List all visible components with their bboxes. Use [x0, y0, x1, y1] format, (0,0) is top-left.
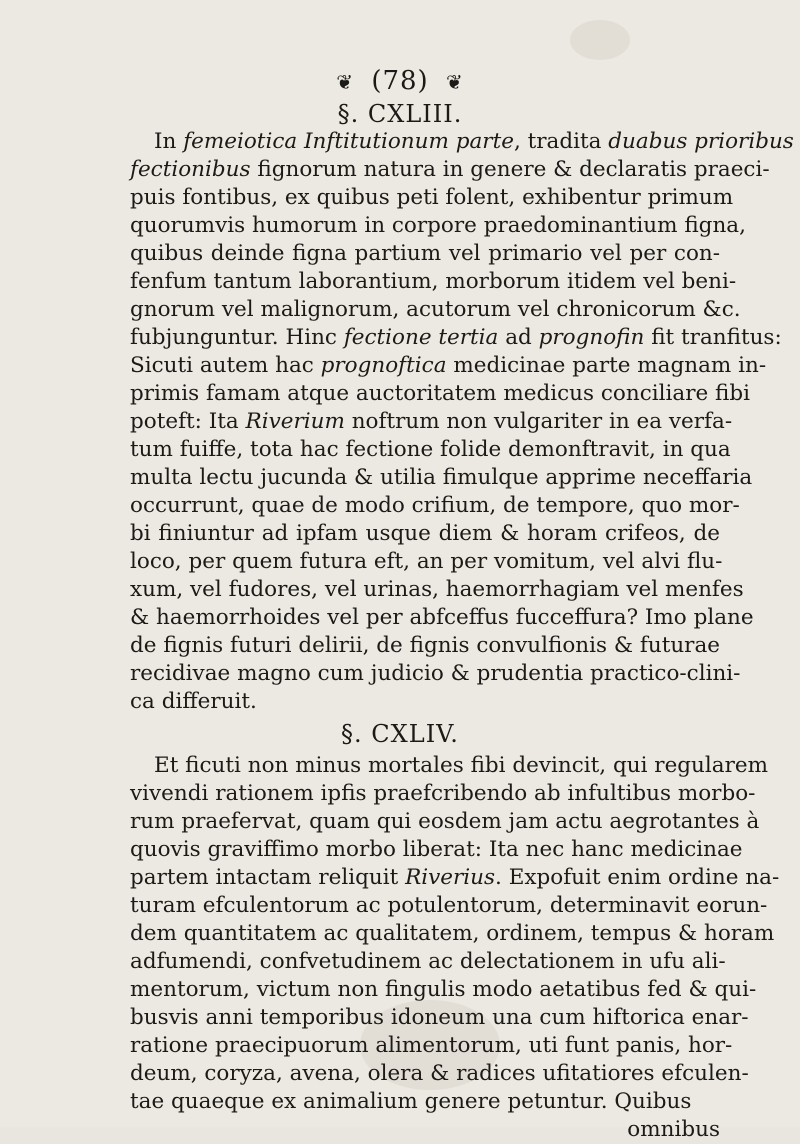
- text-line: quovis graviffimo morbo liberat: Ita nec hanc medicinae: [130, 837, 743, 862]
- text-line: primis famam atque auctoritatem medicus conciliare fibi: [130, 381, 751, 406]
- italic-text: prognoftica: [320, 353, 447, 378]
- text-line: fectionibus fignorum natura in genere & declaratis praeci-: [130, 157, 770, 182]
- text-line: ratione praecipuorum alimentorum, uti funt panis, hor-: [130, 1033, 733, 1058]
- text-line: tae quaeque ex animalium genere petuntur. Quibus: [130, 1089, 692, 1114]
- text-line: mentorum, victum non fingulis modo aetatibus fed & qui-: [130, 977, 757, 1002]
- text-line: rum praefervat, quam qui eosdem jam actu aegrotantes à: [130, 809, 760, 834]
- text-line: tum fuiffe, tota hac fectione folide demonftravit, in qua: [130, 437, 731, 462]
- text-line: puis fontibus, ex quibus peti folent, exhibentur primum: [130, 185, 734, 210]
- text-line: de fignis futuri delirii, de fignis convulfionis & futurae: [130, 633, 720, 658]
- italic-text: Inftitutionum parte: [304, 129, 514, 154]
- text-line: quorumvis humorum in corpore praedominantium figna,: [130, 213, 746, 238]
- text-line: recidivae magno cum judicio & prudentia practico-clini-: [130, 661, 741, 686]
- text-line: adfumendi, confvetudinem ac delectationem in ufu ali-: [130, 949, 726, 974]
- text-line: deum, coryza, avena, olera & radices ufitatiores efculen-: [130, 1061, 749, 1086]
- catchword-container: [130, 1116, 720, 1144]
- text-line: Sicuti autem hac prognoftica medicinae parte magnam in-: [130, 353, 767, 378]
- text-line: turam efculentorum ac potulentorum, determinavit eorun-: [130, 893, 768, 918]
- catchword: omnibus: [627, 1117, 720, 1142]
- page-header: [0, 66, 800, 96]
- section-1-body: [130, 128, 794, 716]
- section-heading-cxliv: §. CXLIV.: [341, 720, 459, 748]
- text-line: fubjunguntur. Hinc fectione tertia ad prognofin fit tranfitus:: [130, 325, 782, 350]
- section-heading-cxliii: §. CXLIII.: [337, 100, 463, 128]
- text-line: & haemorrhoides vel per abfceffus fucceffura? Imo plane: [130, 605, 754, 630]
- ornament-left-icon: ❦: [336, 70, 355, 94]
- text-line: multa lectu jucunda & utilia fimulque apprime neceffaria: [130, 465, 753, 490]
- italic-text: prognofin: [538, 325, 645, 350]
- italic-text: femeiotica: [183, 129, 298, 154]
- page-stain: [570, 20, 630, 60]
- text-line: ca differuit.: [130, 689, 257, 714]
- italic-text: duabus prioribus: [608, 129, 794, 154]
- italic-text: fectionibus: [130, 157, 251, 182]
- text-line: quibus deinde figna partium vel primario vel per con-: [130, 241, 720, 266]
- text-line: vivendi rationem ipfis praefcribendo ab infultibus morbo-: [130, 781, 756, 806]
- text-line: In femeiotica Inftitutionum parte, tradita duabus prioribus: [154, 129, 794, 154]
- text-line: xum, vel fudores, vel urinas, haemorrhagiam vel menfes: [130, 577, 744, 602]
- text-line: loco, per quem futura eft, an per vomitum, vel alvi flu-: [130, 549, 723, 574]
- text-line: partem intactam reliquit Riverius. Expofuit enim ordine na-: [130, 865, 780, 890]
- text-line: dem quantitatem ac qualitatem, ordinem, tempus & horam: [130, 921, 775, 946]
- italic-text: fectione tertia: [343, 325, 499, 350]
- italic-text: Riverius: [405, 865, 496, 890]
- text-line: poteft: Ita Riverium noftrum non vulgariter in ea verfa-: [130, 409, 733, 434]
- text-line: occurrunt, quae de modo crifium, de tempore, quo mor-: [130, 493, 740, 518]
- text-line: Et ficuti non minus mortales fibi devincit, qui regularem: [154, 753, 768, 778]
- text-line: gnorum vel malignorum, acutorum vel chronicorum &c.: [130, 297, 741, 322]
- page-number: (78): [371, 66, 429, 96]
- section-2-body: [130, 752, 780, 1116]
- ornament-right-icon: ❦: [445, 70, 464, 94]
- text-line: bi finiuntur ad ipfam usque diem & horam crifeos, de: [130, 521, 720, 546]
- italic-text: Riverium: [245, 409, 345, 434]
- text-line: fenfum tantum laborantium, morborum itidem vel beni-: [130, 269, 737, 294]
- text-line: busvis anni temporibus idoneum una cum hiftorica enar-: [130, 1005, 749, 1030]
